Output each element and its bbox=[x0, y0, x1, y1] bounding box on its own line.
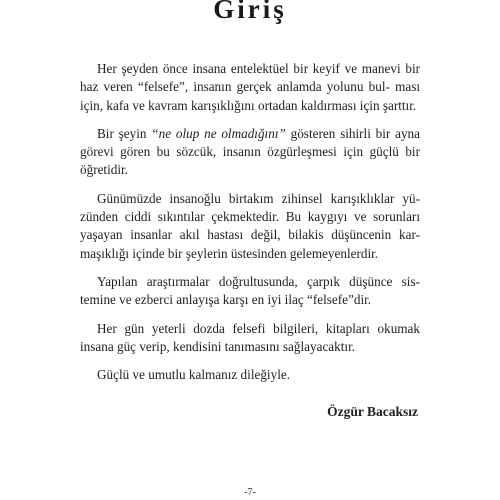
paragraph-1-line-4: için şarttır. bbox=[359, 97, 417, 113]
paragraph-6 bbox=[80, 366, 420, 384]
paragraph-2-lead: Bir şeyin bbox=[97, 125, 152, 141]
paragraph-1 bbox=[80, 60, 420, 115]
paragraph-3-line-3: yaşayan insanlar akıl hastası değil, bilakis düşüncenin kar- bbox=[80, 227, 420, 243]
paragraph-4 bbox=[80, 273, 420, 310]
paragraph-1-line-3: ması için, kafa ve kavram karışıklığını ortadan kaldırması bbox=[80, 79, 420, 113]
paragraph-4-line-2: temine ve ezberci anlayışa karşı en iyi ilaç “felsefe”dir. bbox=[80, 292, 372, 308]
paragraph-5-line-2: insana güç verip, kendisini tanımasını sağlayacaktır. bbox=[80, 338, 356, 354]
page-number: -7- bbox=[244, 487, 256, 498]
paragraph-6-line-1: Güçlü ve umutlu kalmanız dileğiyle. bbox=[97, 367, 291, 383]
paragraph-3-line-2: zünden ciddi sıkıntılar çekmektedir. Bu kaygıyı ve sorunları bbox=[80, 209, 420, 225]
paragraph-2-emphasis: “ne olup ne olmadığını” bbox=[151, 125, 286, 141]
paragraph-3 bbox=[80, 190, 420, 263]
paragraph-3-line-4: maşıklığı içinde bir şeylerin üstesinden gelemeyenlerdir. bbox=[80, 245, 379, 261]
paragraph-5-line-1: Her gün yeterli dozda felsefi bilgileri, kitapları okumak bbox=[97, 320, 420, 336]
paragraph-2-rest: gösteren sihirli bir ayna görevi gören bu sözcük, insanın özgürleşmesi için güçlü bir öğretidir. bbox=[80, 125, 420, 178]
body-text bbox=[80, 60, 420, 394]
paragraph-4-line-1: Yapılan araştırmalar doğrultusunda, çarpık düşünce sis- bbox=[97, 273, 420, 289]
paragraph-5 bbox=[80, 320, 420, 357]
paragraph-2 bbox=[80, 125, 420, 180]
page-title: Giriş bbox=[213, 0, 287, 24]
paragraph-3-line-1: Günümüzde insanoğlu birtakım zihinsel karışıklıklar yü- bbox=[97, 190, 420, 206]
author-signature: Özgür Bacaksız bbox=[327, 404, 418, 419]
paragraph-1-line-1: Her şeyden önce insana entelektüel bir keyif ve manevi bbox=[97, 61, 401, 76]
paragraph-1-line-2: bir haz veren “felsefe”, insanın gerçek anlamda yolunu bul- bbox=[80, 61, 420, 95]
